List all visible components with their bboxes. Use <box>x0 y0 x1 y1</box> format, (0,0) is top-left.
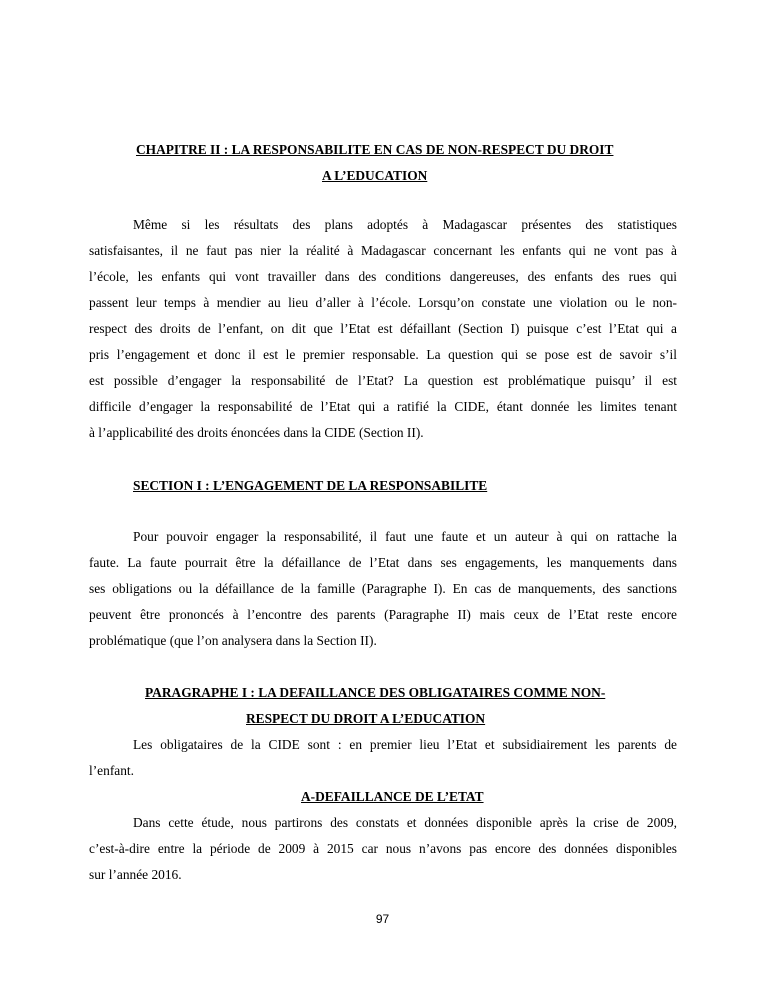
text-line: Même si les résultats des plans adoptés à Madagascar présentes des statistiques <box>133 217 677 232</box>
text-line: passent leur temps à mendier au lieu d’aller à l’école. Lorsqu’on constate une violation ou le non- <box>89 295 677 310</box>
subsection-a-title: A-DEFAILLANCE DE L’ETAT <box>301 789 484 804</box>
chapter-title-line-1: CHAPITRE II : LA RESPONSABILITE EN CAS DE NON-RESPECT DU DROIT <box>136 142 614 157</box>
text-line: l’école, les enfants qui vont travailler dans des conditions dangereuses, des enfants des rues qui <box>89 269 677 284</box>
text-line: ses obligations ou la défaillance de la famille (Paragraphe I). En cas de manquements, des sanctions <box>89 581 677 596</box>
page-number: 97 <box>375 912 390 926</box>
chapter-title-line-2: A L’EDUCATION <box>322 168 428 183</box>
section-1-paragraph <box>89 524 677 654</box>
text-line: c’est-à-dire entre la période de 2009 à 2015 car nous n’avons pas encore des données disponibles <box>89 841 677 856</box>
text-line: sur l’année 2016. <box>89 867 182 882</box>
text-line: Les obligataires de la CIDE sont : en premier lieu l’Etat et subsidiairement les parents de <box>133 737 677 752</box>
paragraph-1-title-line-2: RESPECT DU DROIT A L’EDUCATION <box>246 711 486 726</box>
subsection-a-text <box>89 810 677 888</box>
text-line: problématique (que l’on analysera dans la Section II). <box>89 633 377 648</box>
text-line: Dans cette étude, nous partirons des constats et données disponible après la crise de 2009, <box>133 815 677 830</box>
text-line: satisfaisantes, il ne faut pas nier la réalité à Madagascar concernant les enfants qui ne vont pas à <box>89 243 677 258</box>
text-line: Pour pouvoir engager la responsabilité, il faut une faute et un auteur à qui on rattache la <box>133 529 677 544</box>
intro-paragraph <box>89 212 677 446</box>
text-line: respect des droits de l’enfant, on dit que l’Etat est défaillant (Section I) puisque c’est l’Etat qui a <box>89 321 677 336</box>
text-line: pris l’engagement et donc il est le premier responsable. La question qui se pose est de savoir s’il <box>89 347 677 362</box>
text-line: l’enfant. <box>89 763 134 778</box>
paragraph-1-title-line-1: PARAGRAPHE I : LA DEFAILLANCE DES OBLIGATAIRES COMME NON- <box>145 685 606 700</box>
section-1-title: SECTION I : L’ENGAGEMENT DE LA RESPONSABILITE <box>133 478 488 493</box>
text-line: à l’applicabilité des droits énoncées dans la CIDE (Section II). <box>89 425 424 440</box>
paragraph-1-text <box>89 732 677 784</box>
text-line: est possible d’engager la responsabilité de l’Etat? La question est problématique puisqu’ il est <box>89 373 677 388</box>
text-line: peuvent être prononcés à l’encontre des parents (Paragraphe II) mais ceux de l’Etat reste encore <box>89 607 677 622</box>
text-line: faute. La faute pourrait être la défaillance de l’Etat dans ses engagements, les manquements dans <box>89 555 677 570</box>
text-line: difficile d’engager la responsabilité de l’Etat qui a ratifié la CIDE, étant donnée les limites tenant <box>89 399 677 414</box>
